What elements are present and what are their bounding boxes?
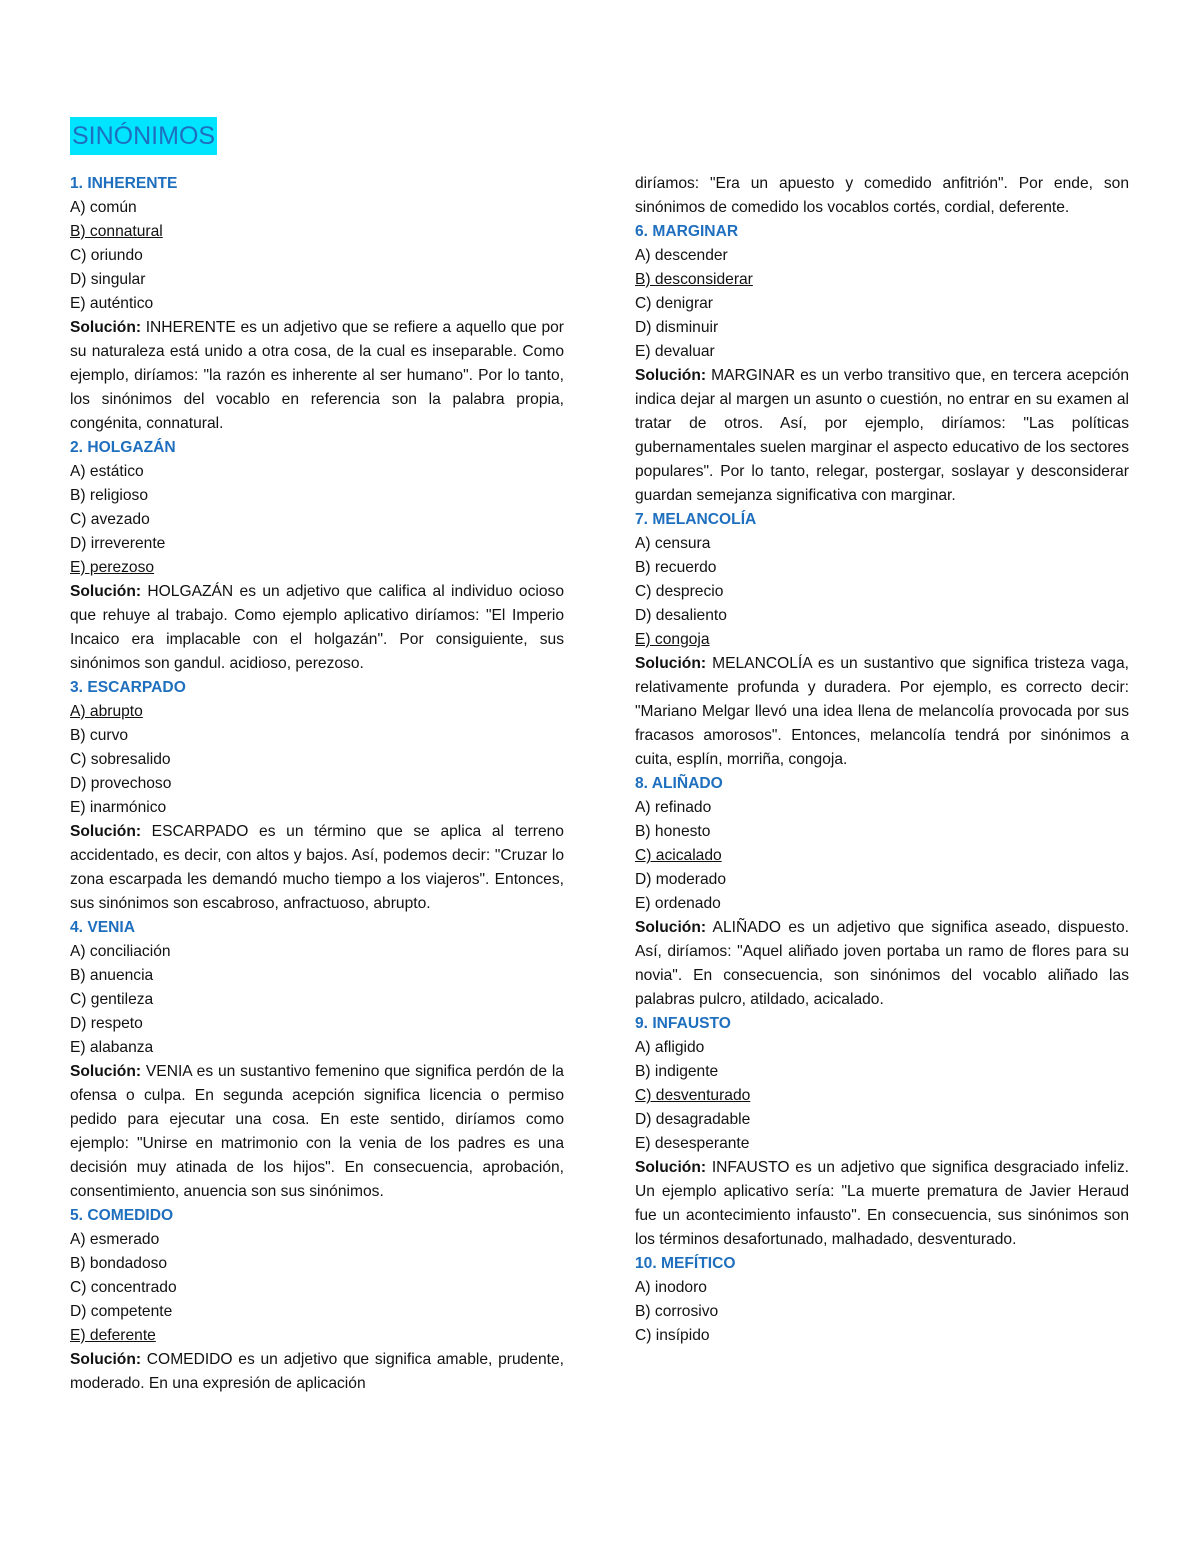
answer-option: D) singular	[70, 271, 146, 288]
solution-paragraph	[635, 916, 1129, 1012]
answer-option: C) concentrado	[70, 1279, 177, 1296]
solution-label: Solución:	[70, 1351, 142, 1368]
question-block	[70, 436, 564, 676]
answer-option: D) competente	[70, 1303, 173, 1320]
solution-label: Solución:	[635, 367, 707, 384]
question-block	[635, 220, 1129, 508]
question-heading: 2. HOLGAZÁN	[70, 439, 176, 456]
solution-paragraph	[70, 316, 564, 436]
question-heading: 10. MEFÍTICO	[635, 1255, 736, 1272]
question-block	[635, 508, 1129, 772]
answer-option: A) descender	[635, 247, 728, 264]
correct-option: E) perezoso	[70, 559, 155, 576]
correct-option: E) congoja	[635, 631, 710, 648]
question-block	[70, 172, 564, 436]
answer-option: D) irreverente	[70, 535, 166, 552]
answer-option: A) estático	[70, 463, 144, 480]
solution-text: MELANCOLÍA es un sustantivo que significa tristeza vaga, relativamente profunda y duradera. Por ejemplo, es correcto decir: "Mariano Melgar llevó una idea llena de melancolía provocada por sus fracasos amorosos". Entonces, melancolía tendrá por sinónimos a cuita, esplín, morriña, congoja.	[635, 655, 1129, 768]
question-heading: 6. MARGINAR	[635, 223, 739, 240]
left-column	[70, 172, 564, 1396]
question-heading: 1. INHERENTE	[70, 175, 178, 192]
question-heading: 5. COMEDIDO	[70, 1207, 174, 1224]
right-column	[635, 172, 1129, 1348]
solution-paragraph	[70, 1060, 564, 1204]
answer-option: D) desaliento	[635, 607, 727, 624]
answer-option: C) sobresalido	[70, 751, 171, 768]
question-heading: 9. INFAUSTO	[635, 1015, 731, 1032]
answer-option: B) anuencia	[70, 967, 154, 984]
question-block	[635, 772, 1129, 1012]
answer-option: C) desprecio	[635, 583, 724, 600]
solution-text: ALIÑADO es un adjetivo que significa aseado, dispuesto. Así, diríamos: "Aquel aliñado joven portaba un ramo de flores para su novia". En consecuencia, son sinónimos del vocablo aliñado las palabras pulcro, atildado, acicalado.	[635, 919, 1129, 1008]
correct-option: C) desventurado	[635, 1087, 751, 1104]
answer-option: C) gentileza	[70, 991, 154, 1008]
question-heading: 3. ESCARPADO	[70, 679, 186, 696]
solution-text: HOLGAZÁN es un adjetivo que califica al individuo ocioso que rehuye al trabajo. Como ejemplo aplicativo diríamos: "El Imperio Incaico era implacable con el holgazán". Por consiguiente, sus sinónimos son gandul. acidioso, perezoso.	[70, 583, 564, 672]
question-block	[70, 916, 564, 1204]
answer-option: E) alabanza	[70, 1039, 154, 1056]
answer-option: A) afligido	[635, 1039, 705, 1056]
question-heading: 7. MELANCOLÍA	[635, 511, 757, 528]
question-block	[635, 1012, 1129, 1252]
answer-option: D) respeto	[70, 1015, 143, 1032]
solution-label: Solución:	[70, 583, 142, 600]
solution-paragraph	[635, 652, 1129, 772]
solution-label: Solución:	[635, 919, 707, 936]
continued-solution-text: diríamos: "Era un apuesto y comedido anfitrión". Por ende, son sinónimos de comedido los vocablos cortés, cordial, deferente.	[635, 175, 1129, 216]
question-block	[70, 1204, 564, 1396]
correct-option: A) abrupto	[70, 703, 143, 720]
solution-label: Solución:	[70, 1063, 142, 1080]
answer-option: B) recuerdo	[635, 559, 717, 576]
answer-option: D) moderado	[635, 871, 727, 888]
solution-paragraph	[70, 580, 564, 676]
correct-option: B) desconsiderar	[635, 271, 753, 288]
solution-label: Solución:	[635, 1159, 707, 1176]
answer-option: D) disminuir	[635, 319, 719, 336]
answer-option: E) auténtico	[70, 295, 154, 312]
correct-option: B) connatural	[70, 223, 163, 240]
answer-option: C) oriundo	[70, 247, 143, 264]
solution-label: Solución:	[70, 823, 142, 840]
correct-option: C) acicalado	[635, 847, 722, 864]
solution-text: MARGINAR es un verbo transitivo que, en tercera acepción indica dejar al margen un asunto o cuestión, no entrar en su examen al tratar de otros. Así, por ejemplo, diríamos: "Las políticas gubernamentales suelen marginar el aspecto educativo de los sectores populares". Por lo tanto, relegar, postergar, soslayar y desconsiderar guardan semejanza significativa con marginar.	[635, 367, 1129, 504]
solution-paragraph	[635, 1156, 1129, 1252]
answer-option: E) inarmónico	[70, 799, 167, 816]
solution-paragraph	[635, 364, 1129, 508]
question-block	[70, 676, 564, 916]
solution-text: COMEDIDO es un adjetivo que significa amable, prudente, moderado. En una expresión de aplicación	[70, 1351, 564, 1392]
answer-option: E) devaluar	[635, 343, 715, 360]
answer-option: B) curvo	[70, 727, 129, 744]
solution-text: ESCARPADO es un término que se aplica al terreno accidentado, es decir, con altos y bajos. Así, podemos decir: "Cruzar lo zona escarpada les demandó mucho tiempo a los viajeros". Entonces, sus sinónimos son escabroso, anfractuoso, abrupto.	[70, 823, 564, 912]
answer-option: A) censura	[635, 535, 711, 552]
answer-option: E) desesperante	[635, 1135, 750, 1152]
solution-text: VENIA es un sustantivo femenino que significa perdón de la ofensa o culpa. En segunda acepción significa licencia o permiso pedido para ejecutar una cosa. En este sentido, diríamos como ejemplo: "Unirse en matrimonio con la venia de los padres es una decisión muy atinada de los hijos". En consecuencia, aprobación, consentimiento, anuencia son sus sinónimos.	[70, 1063, 564, 1200]
answer-option: B) corrosivo	[635, 1303, 719, 1320]
answer-option: C) avezado	[70, 511, 150, 528]
answer-option: A) común	[70, 199, 137, 216]
answer-option: B) honesto	[635, 823, 711, 840]
answer-option: C) denigrar	[635, 295, 713, 312]
correct-option: E) deferente	[70, 1327, 156, 1344]
solution-label: Solución:	[635, 655, 707, 672]
answer-option: A) esmerado	[70, 1231, 160, 1248]
answer-option: D) desagradable	[635, 1111, 751, 1128]
answer-option: B) religioso	[70, 487, 148, 504]
answer-option: A) inodoro	[635, 1279, 707, 1296]
answer-option: A) conciliación	[70, 943, 171, 960]
question-heading: 8. ALIÑADO	[635, 775, 723, 792]
answer-option: C) insípido	[635, 1327, 710, 1344]
page-title: SINÓNIMOS	[70, 117, 217, 155]
solution-paragraph	[70, 820, 564, 916]
answer-option: B) bondadoso	[70, 1255, 168, 1272]
answer-option: D) provechoso	[70, 775, 172, 792]
answer-option: A) refinado	[635, 799, 712, 816]
solution-paragraph	[70, 1348, 564, 1396]
answer-option: E) ordenado	[635, 895, 721, 912]
solution-text: INHERENTE es un adjetivo que se refiere a aquello que por su naturaleza está unido a otra cosa, de la cual es inseparable. Como ejemplo, diríamos: "la razón es inherente al ser humano". Por lo tanto, los sinónimos del vocablo en referencia son la palabra propia, congénita, connatural.	[70, 319, 564, 432]
solution-text: INFAUSTO es un adjetivo que significa desgraciado infeliz. Un ejemplo aplicativo sería: "La muerte prematura de Javier Heraud fue un acontecimiento infausto". En consecuencia, sus sinónimos son los términos desafortunado, malhadado, desventurado.	[635, 1159, 1129, 1248]
question-heading: 4. VENIA	[70, 919, 135, 936]
solution-label: Solución:	[70, 319, 142, 336]
answer-option: B) indigente	[635, 1063, 719, 1080]
question-block	[635, 1252, 1129, 1348]
